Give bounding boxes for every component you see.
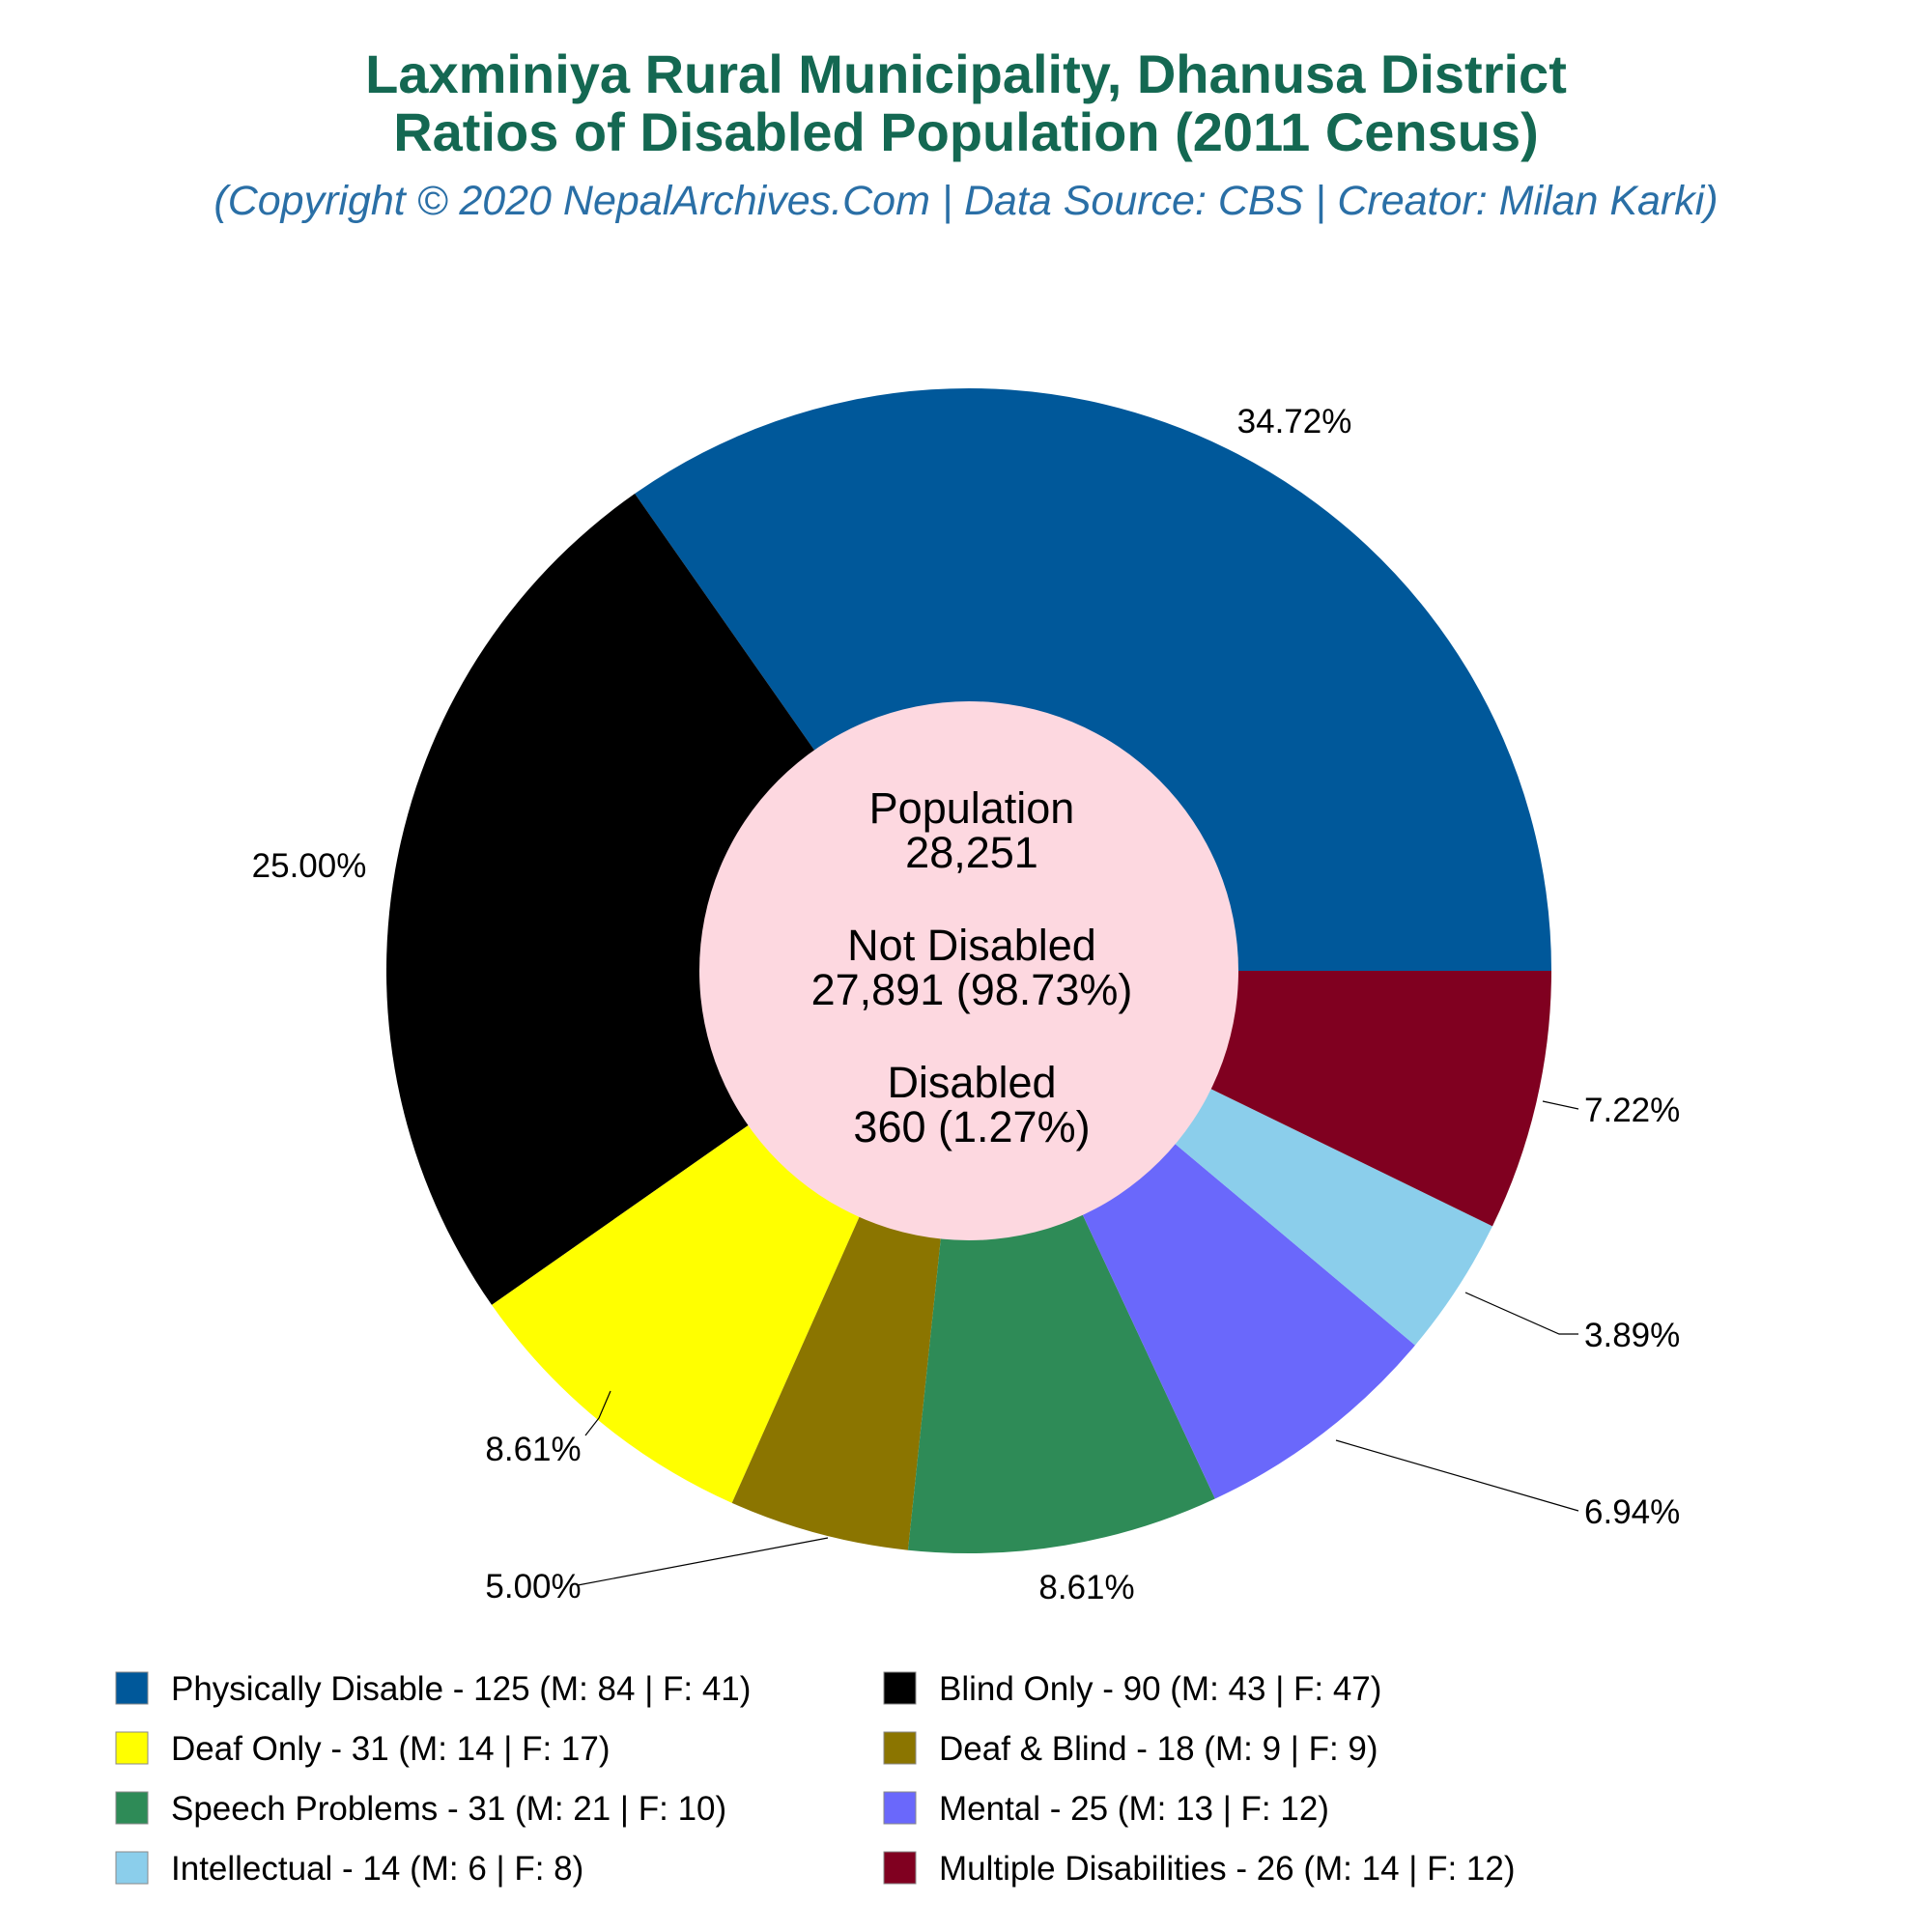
- legend-swatch: [884, 1672, 916, 1704]
- center-population-label: Population: [868, 783, 1075, 833]
- legend-swatch: [884, 1852, 916, 1884]
- center-disabled-label: Disabled: [887, 1058, 1057, 1107]
- percent-label-physically-disable: 34.72%: [1236, 403, 1352, 440]
- center-population-value: 28,251: [905, 828, 1038, 877]
- percent-label-intellectual: 3.89%: [1584, 1317, 1681, 1354]
- leader-line-multiple-disabilities: [1543, 1101, 1578, 1109]
- legend-item-deaf-only: [116, 1730, 611, 1768]
- percent-label-deaf-only: 8.61%: [485, 1431, 582, 1468]
- legend-label: Multiple Disabilities - 26 (M: 14 | F: 12): [939, 1850, 1516, 1888]
- legend-label: Deaf & Blind - 18 (M: 9 | F: 9): [939, 1730, 1378, 1768]
- legend-swatch: [116, 1792, 148, 1824]
- center-not-disabled-label: Not Disabled: [847, 921, 1096, 970]
- legend-label: Intellectual - 14 (M: 6 | F: 8): [171, 1850, 584, 1888]
- legend-label: Deaf Only - 31 (M: 14 | F: 17): [171, 1730, 611, 1768]
- legend-item-deaf-and-blind: [884, 1730, 1378, 1768]
- legend-swatch: [116, 1732, 148, 1764]
- leader-line-mental: [1336, 1440, 1578, 1511]
- legend: [116, 1670, 1516, 1888]
- legend-item-blind-only: [884, 1670, 1381, 1708]
- legend-swatch: [884, 1792, 916, 1824]
- percent-label-speech-problems: 8.61%: [1038, 1569, 1135, 1606]
- legend-label: Mental - 25 (M: 13 | F: 12): [939, 1790, 1329, 1828]
- legend-label: Blind Only - 90 (M: 43 | F: 47): [939, 1670, 1382, 1708]
- percent-label-mental: 6.94%: [1584, 1493, 1681, 1531]
- leader-line-intellectual: [1465, 1293, 1578, 1334]
- leader-line-deaf-and-blind: [578, 1538, 828, 1585]
- legend-label: Physically Disable - 125 (M: 84 | F: 41): [171, 1670, 752, 1708]
- legend-label: Speech Problems - 31 (M: 21 | F: 10): [171, 1790, 727, 1828]
- legend-item-multiple-disabilities: [884, 1850, 1516, 1888]
- center-not-disabled-value: 27,891 (98.73%): [810, 965, 1133, 1014]
- percent-label-deaf-and-blind: 5.00%: [485, 1568, 582, 1605]
- legend-item-speech-problems: [116, 1790, 726, 1828]
- percent-label-multiple-disabilities: 7.22%: [1584, 1092, 1681, 1129]
- legend-swatch: [884, 1732, 916, 1764]
- legend-item-mental: [884, 1790, 1329, 1828]
- chart-title: Laxminiya Rural Municipality, Dhanusa District: [365, 43, 1567, 104]
- percent-label-blind-only: 25.00%: [251, 847, 367, 885]
- legend-item-intellectual: [116, 1850, 583, 1888]
- legend-swatch: [116, 1852, 148, 1884]
- chart-subtitle: Ratios of Disabled Population (2011 Census): [393, 101, 1539, 162]
- legend-swatch: [116, 1672, 148, 1704]
- chart-credit: (Copyright © 2020 NepalArchives.Com | Data Source: CBS | Creator: Milan Karki): [213, 178, 1719, 224]
- center-disabled-value: 360 (1.27%): [853, 1102, 1091, 1151]
- legend-item-physically-disable: [116, 1670, 751, 1708]
